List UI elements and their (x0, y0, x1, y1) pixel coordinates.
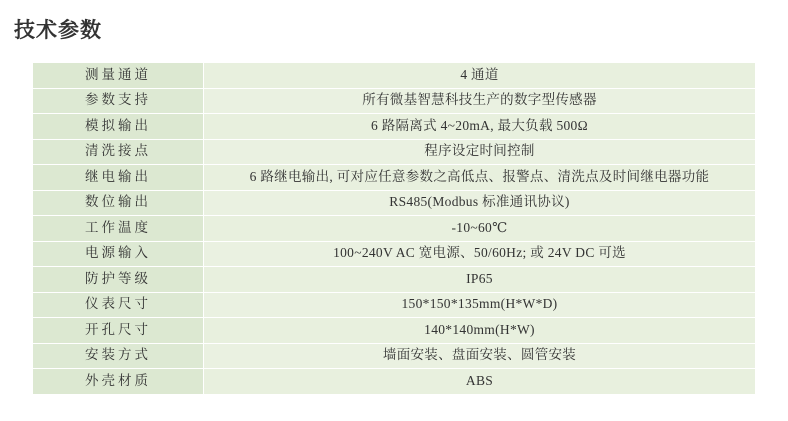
table-row (33, 267, 756, 293)
spec-label-cell: 参数支持 (33, 88, 204, 114)
spec-label-cell: 测量通道 (33, 63, 204, 89)
spec-value-cell: 6 路继电输出, 可对应任意参数之高低点、报警点、清洗点及时间继电器功能 (204, 165, 756, 191)
spec-value-cell: -10~60℃ (204, 216, 756, 242)
page-title: 技术参数 (14, 19, 102, 42)
technical-specifications-table (32, 62, 756, 395)
spec-label-cell: 电源输入 (33, 241, 204, 267)
table-row (33, 292, 756, 318)
table-row (33, 190, 756, 216)
spec-value-cell: 程序设定时间控制 (204, 139, 756, 165)
table-row (33, 165, 756, 191)
table-row (33, 216, 756, 242)
table-row (33, 318, 756, 344)
table-row (33, 139, 756, 165)
spec-value-cell: 100~240V AC 宽电源、50/60Hz; 或 24V DC 可选 (204, 241, 756, 267)
spec-label-cell: 开孔尺寸 (33, 318, 204, 344)
spec-label-cell: 仪表尺寸 (33, 292, 204, 318)
spec-value-cell: IP65 (204, 267, 756, 293)
table-row (33, 63, 756, 89)
spec-label-cell: 清洗接点 (33, 139, 204, 165)
table-row (33, 369, 756, 395)
spec-label-cell: 外壳材质 (33, 369, 204, 395)
spec-label-cell: 模拟输出 (33, 114, 204, 140)
table-row (33, 114, 756, 140)
spec-value-cell: RS485(Modbus 标准通讯协议) (204, 190, 756, 216)
spec-label-cell: 继电输出 (33, 165, 204, 191)
spec-label-cell: 数位输出 (33, 190, 204, 216)
table-row (33, 343, 756, 369)
spec-value-cell: 所有微基智慧科技生产的数字型传感器 (204, 88, 756, 114)
spec-value-cell: 6 路隔离式 4~20mA, 最大负载 500Ω (204, 114, 756, 140)
table-row (33, 241, 756, 267)
spec-label-cell: 防护等级 (33, 267, 204, 293)
spec-value-cell: 140*140mm(H*W) (204, 318, 756, 344)
spec-value-cell: 4 通道 (204, 63, 756, 89)
spec-value-cell: ABS (204, 369, 756, 395)
table-row (33, 88, 756, 114)
spec-label-cell: 工作温度 (33, 216, 204, 242)
spec-label-cell: 安装方式 (33, 343, 204, 369)
table-body (33, 63, 756, 395)
spec-value-cell: 150*150*135mm(H*W*D) (204, 292, 756, 318)
spec-value-cell: 墙面安装、盘面安装、圆管安装 (204, 343, 756, 369)
